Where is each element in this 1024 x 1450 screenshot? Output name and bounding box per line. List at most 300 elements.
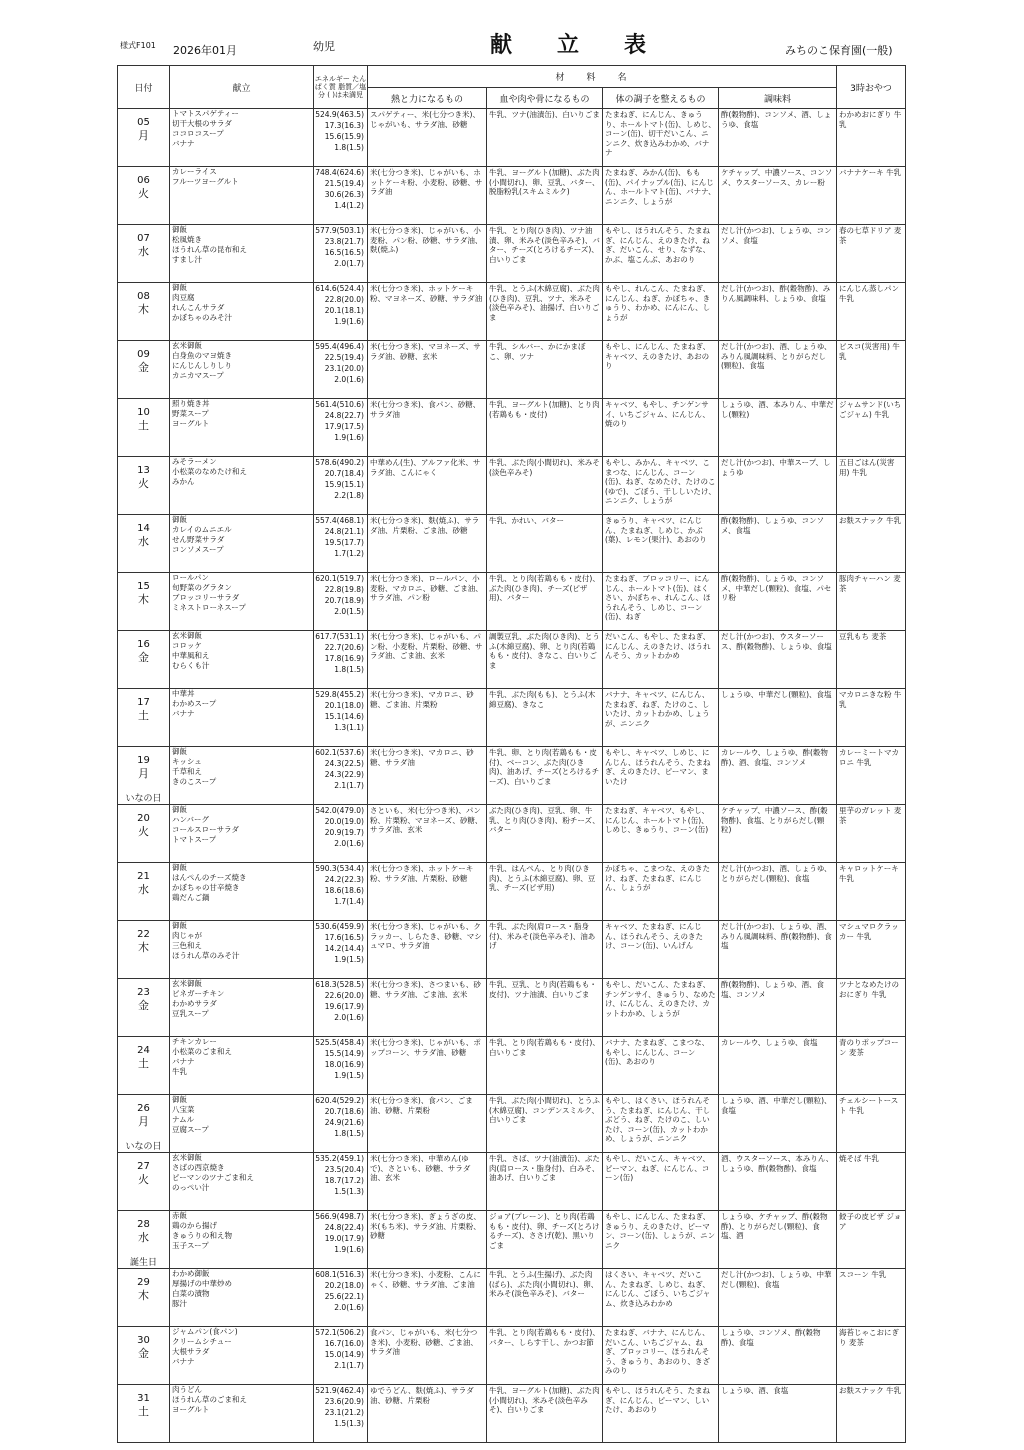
date-number: 27 xyxy=(137,1161,150,1172)
table-row xyxy=(118,341,906,399)
nutrition-value: 23.8(21.7) xyxy=(324,237,364,246)
seasonings: 酒、ウスターソース、本みりん、しょうゆ、酢(穀物酢)、食塩 xyxy=(719,1153,837,1211)
nutrition-value: 617.7(531.1) xyxy=(315,632,364,641)
nursery-name: みちのこ保育園(一般) xyxy=(785,44,893,57)
menu-item: 牛乳 xyxy=(172,1067,187,1076)
seasonings: だし汁(かつお)、酒、しょうゆ、みりん風調味料、とりがらだし(顆粒)、食塩 xyxy=(719,341,837,399)
snack: 焼そば 牛乳 xyxy=(837,1153,906,1211)
menu-cell xyxy=(170,225,314,283)
header-date: 日付 xyxy=(118,66,170,109)
menu-item: 御飯 xyxy=(172,863,187,872)
nutrition-cell xyxy=(314,1037,368,1095)
body-foods: 牛乳、豆乳、とり肉(若鶏もも・皮付)、ツナ油漬、白いりごま xyxy=(487,979,603,1037)
energy-foods: 米(七分つき米)、中華めん(ゆで)、さといも、砂糖、サラダ油、玄米 xyxy=(368,1153,487,1211)
nutrition-value: 572.1(506.2) xyxy=(315,1328,364,1337)
date-cell xyxy=(118,979,170,1037)
body-foods: 牛乳、ぶた肉(小間切れ)、米みそ(淡色辛みそ) xyxy=(487,457,603,515)
date-number: 08 xyxy=(137,291,150,302)
snack: お麩スナック 牛乳 xyxy=(837,515,906,573)
date-cell xyxy=(118,747,170,805)
weekday: 月 xyxy=(138,1115,149,1128)
date-number: 16 xyxy=(137,639,150,650)
nutrition-value: 16.7(16.0) xyxy=(324,1339,364,1348)
tone-foods: たまねぎ、キャベツ、もやし、にんじん、ホールトマト(缶)、しめじ、きゅうり、コーン(缶) xyxy=(603,805,719,863)
seasonings: しょうゆ、中華だし(顆粒)、食塩 xyxy=(719,689,837,747)
menu-cell xyxy=(170,747,314,805)
menu-item: 照り焼き丼 xyxy=(172,399,210,408)
seasonings: しょうゆ、酒、本みりん、中華だし(顆粒) xyxy=(719,399,837,457)
nutrition-cell xyxy=(314,1153,368,1211)
seasonings: だし汁(かつお)、酢(穀物酢)、みりん風調味料、しょうゆ、食塩 xyxy=(719,283,837,341)
nutrition-cell xyxy=(314,1385,368,1443)
header-energy: 熱と力になるもの xyxy=(368,88,487,109)
menu-item: コロッケ xyxy=(172,641,202,650)
seasonings: 酢(穀物酢)、しょうゆ、コンソメ、中華だし(顆粒)、食塩、パセリ粉 xyxy=(719,573,837,631)
energy-foods: 米(七分つき米)、マヨネーズ、サラダ油、砂糖、玄米 xyxy=(368,341,487,399)
weekday: 土 xyxy=(138,419,149,432)
date-cell xyxy=(118,1327,170,1385)
date-number: 06 xyxy=(137,175,150,186)
menu-item: 厚揚げの中華炒め xyxy=(172,1279,232,1288)
date-number: 29 xyxy=(137,1277,150,1288)
date-cell xyxy=(118,283,170,341)
menu-item: コンソメスープ xyxy=(172,545,224,554)
menu-item: 千草和え xyxy=(172,767,202,776)
energy-foods: 米(七分つき米)、ホットケーキ粉、サラダ油、片栗粉、砂糖 xyxy=(368,863,487,921)
tone-foods: もやし、ほうれんそう、たまねぎ、にんじん、ピーマン、しいたけ、あおのり xyxy=(603,1385,719,1443)
menu-item: ほうれん草のごま和え xyxy=(172,1395,247,1404)
energy-foods: 米(七分つき米)、じゃがいも、ポップコーン、サラダ油、砂糖 xyxy=(368,1037,487,1095)
tone-foods: バナナ、たまねぎ、こまつな、もやし、にんじん、コーン(缶)、あおのり xyxy=(603,1037,719,1095)
table-row xyxy=(118,921,906,979)
body-foods: 牛乳、とうふ(生揚げ)、ぶた肉(ばら)、ぶた肉(小間切れ)、卵、米みそ(淡色辛みそ)、バター xyxy=(487,1269,603,1327)
seasonings: ケチャップ、中濃ソース、酢(穀物酢)、食塩、とりがらだし(顆粒) xyxy=(719,805,837,863)
menu-item: かぼちゃの甘辛焼き xyxy=(172,883,240,892)
date-cell xyxy=(118,515,170,573)
menu-cell xyxy=(170,1327,314,1385)
nutrition-value: 2.0(1.6) xyxy=(334,375,364,384)
date-number: 31 xyxy=(137,1393,150,1404)
table-row xyxy=(118,979,906,1037)
date-number: 28 xyxy=(137,1219,150,1230)
table-row xyxy=(118,1269,906,1327)
nutrition-cell xyxy=(314,1269,368,1327)
weekday: 金 xyxy=(138,1347,149,1360)
menu-item: せん野菜サラダ xyxy=(172,535,225,544)
tone-foods: きゅうり、キャベツ、にんじん、たまねぎ、しめじ、かぶ(葉)、レモン(果汁)、あおのり xyxy=(603,515,719,573)
menu-item: 肉豆腐 xyxy=(172,293,195,302)
menu-item: カニカマスープ xyxy=(172,371,224,380)
date-cell xyxy=(118,225,170,283)
body-foods: 牛乳、さば、ツナ(油漬缶)、ぶた肉(肩ロース・脂身付)、白みそ、油あげ、白いりごま xyxy=(487,1153,603,1211)
menu-item: ヨーグルト xyxy=(172,419,210,428)
menu-item: 肉うどん xyxy=(172,1385,202,1394)
seasonings: カレールウ、しょうゆ、食塩 xyxy=(719,1037,837,1095)
date-cell xyxy=(118,1095,170,1153)
snack: わかめおにぎり 牛乳 xyxy=(837,109,906,167)
menu-body xyxy=(118,109,906,1443)
nutrition-cell xyxy=(314,515,368,573)
nutrition-value: 618.3(528.5) xyxy=(315,980,364,989)
nutrition-value: 19.0(17.9) xyxy=(324,1234,364,1243)
nutrition-value: 524.9(463.5) xyxy=(315,110,364,119)
menu-cell xyxy=(170,1037,314,1095)
body-foods: 牛乳、ぶた肉(肩ロース・脂身付)、米みそ(淡色辛みそ)、油あげ xyxy=(487,921,603,979)
tone-foods: もやし、にんじん、たまねぎ、キャベツ、えのきたけ、あおのり xyxy=(603,341,719,399)
nutrition-value: 1.9(1.5) xyxy=(334,955,364,964)
body-foods: 牛乳、ぶた肉(もも)、とうふ(木綿豆腐)、きなこ xyxy=(487,689,603,747)
weekday: 水 xyxy=(138,535,149,548)
energy-foods: 米(七分つき米)、ホットケーキ粉、マヨネーズ、砂糖、サラダ油 xyxy=(368,283,487,341)
menu-item: むらくも汁 xyxy=(172,661,210,670)
menu-item: ミネストローネスープ xyxy=(172,603,246,612)
weekday: 月 xyxy=(138,129,149,142)
tone-foods: かぼちゃ、こまつな、えのきたけ、ねぎ、たまねぎ、にんじん、しょうが xyxy=(603,863,719,921)
tone-foods: たまねぎ、にんじん、きゅうり、ホールトマト(缶)、しめじ、コーン(缶)、切干だいこん、ニンニク、炊き込みわかめ、バナナ xyxy=(603,109,719,167)
nutrition-value: 23.1(20.0) xyxy=(324,364,364,373)
nutrition-value: 2.0(1.6) xyxy=(334,1303,364,1312)
header-snack: 3時おやつ xyxy=(837,66,906,109)
weekday: 金 xyxy=(138,999,149,1012)
menu-cell xyxy=(170,109,314,167)
nutrition-value: 561.4(510.6) xyxy=(315,400,364,409)
seasonings: しょうゆ、ケチャップ、酢(穀物酢)、とりがらだし(顆粒)、食塩、酒 xyxy=(719,1211,837,1269)
menu-item: 豆腐スープ xyxy=(172,1125,209,1134)
menu-item: ヨーグルト xyxy=(172,1405,210,1414)
tone-foods: たまねぎ、ブロッコリー、にんじん、ホールトマト(缶)、はくさい、かぼちゃ、れんこん、ほうれんそう、しめじ、コーン(缶)、ねぎ xyxy=(603,573,719,631)
menu-cell xyxy=(170,689,314,747)
header-materials: 材料名 xyxy=(368,66,837,88)
date-cell xyxy=(118,457,170,515)
date-number: 24 xyxy=(137,1045,150,1056)
weekday: 金 xyxy=(138,361,149,374)
menu-item: 御飯 xyxy=(172,225,187,234)
seasonings: ケチャップ、中濃ソース、コンソメ、ウスターソース、カレー粉 xyxy=(719,167,837,225)
seasonings: だし汁(かつお)、ウスターソース、酢(穀物酢)、しょうゆ、食塩 xyxy=(719,631,837,689)
body-foods: 調製豆乳、ぶた肉(ひき肉)、とうふ(木綿豆腐)、卵、とり肉(若鶏もも・皮付)、きなこ、白いりごま xyxy=(487,631,603,689)
energy-foods: 米(七分つき米)、さつまいも、砂糖、サラダ油、ごま油、玄米 xyxy=(368,979,487,1037)
date-number: 10 xyxy=(137,407,150,418)
nutrition-value: 2.0(1.6) xyxy=(334,839,364,848)
nutrition-value: 578.6(490.2) xyxy=(315,458,364,467)
nutrition-value: 24.8(22.4) xyxy=(324,1223,364,1232)
date-number: 13 xyxy=(137,465,150,476)
event-label: いなの日 xyxy=(125,1142,162,1152)
nutrition-value: 2.1(1.7) xyxy=(334,781,364,790)
event-label: 誕生日 xyxy=(129,1258,157,1268)
energy-foods: 米(七分つき米)、じゃがいも、クラッカー、しらたき、砂糖、マシュマロ、サラダ油 xyxy=(368,921,487,979)
menu-item: にんじんしりしり xyxy=(172,361,232,370)
header-nutrition: エネルギー たんぱく質 脂質／塩分 ( )は未満児 xyxy=(314,66,368,109)
energy-foods: 米(七分つき米)、じゃがいも、ホットケーキ粉、小麦粉、砂糖、サラダ油 xyxy=(368,167,487,225)
nutrition-cell xyxy=(314,863,368,921)
date-number: 23 xyxy=(137,987,150,998)
nutrition-value: 1.9(1.6) xyxy=(334,433,364,442)
snack: 五目ごはん(災害用) 牛乳 xyxy=(837,457,906,515)
menu-item: すまし汁 xyxy=(172,255,202,264)
snack: にんじん蒸しパン 牛乳 xyxy=(837,283,906,341)
body-foods: 牛乳、とり肉(若鶏もも・皮付)、ぶた肉(ひき肉)、チーズ(ピザ用)、バター xyxy=(487,573,603,631)
menu-item: キッシュ xyxy=(172,757,202,766)
nutrition-value: 2.0(1.6) xyxy=(334,1013,364,1022)
snack: 青のりポップコーン 麦茶 xyxy=(837,1037,906,1095)
nutrition-value: 20.7(18.4) xyxy=(324,469,364,478)
menu-cell xyxy=(170,1095,314,1153)
menu-item: みかん xyxy=(172,477,195,486)
menu-item: フルーツヨーグルト xyxy=(172,177,239,186)
date-number: 21 xyxy=(137,871,150,882)
date-cell xyxy=(118,167,170,225)
nutrition-cell xyxy=(314,225,368,283)
menu-item: のっぺい汁 xyxy=(172,1183,210,1192)
menu-item: 御飯 xyxy=(172,1095,187,1104)
menu-item: 旬野菜のグラタン xyxy=(172,583,232,592)
weekday: 火 xyxy=(138,187,149,200)
snack: チェルシートースト 牛乳 xyxy=(837,1095,906,1153)
nutrition-value: 1.7(1.2) xyxy=(334,549,364,558)
nutrition-value: 22.6(20.0) xyxy=(324,991,364,1000)
table-row xyxy=(118,225,906,283)
menu-item: 中華風和え xyxy=(172,651,210,660)
menu-item: 切干大根のサラダ xyxy=(172,119,232,128)
energy-foods: 米(七分つき米)、じゃがいも、小麦粉、パン粉、砂糖、サラダ油、麩(焼ふ) xyxy=(368,225,487,283)
body-foods: 牛乳、ヨーグルト(加糖)、とり肉(若鶏もも・皮付) xyxy=(487,399,603,457)
table-row xyxy=(118,167,906,225)
body-foods: 牛乳、とうふ(木綿豆腐)、ぶた肉(ひき肉)、豆乳、ツナ、米みそ(淡色辛みそ)、油揚げ、白いりごま xyxy=(487,283,603,341)
nutrition-value: 20.7(18.9) xyxy=(324,596,364,605)
event-label: いなの日 xyxy=(125,794,162,804)
nutrition-value: 1.8(1.5) xyxy=(334,143,364,152)
nutrition-value: 14.2(14.4) xyxy=(324,944,364,953)
menu-item: ロールパン xyxy=(172,573,209,582)
menu-item: ビネガーチキン xyxy=(172,989,225,998)
nutrition-value: 22.8(20.0) xyxy=(324,295,364,304)
menu-item: 大根サラダ xyxy=(172,1347,210,1356)
menu-item: さばの西京焼き xyxy=(172,1163,225,1172)
nutrition-value: 22.8(19.8) xyxy=(324,585,364,594)
body-foods: 牛乳、はんぺん、とり肉(ひき肉)、とうふ(木綿豆腐)、卵、豆乳、チーズ(ピザ用) xyxy=(487,863,603,921)
nutrition-value: 22.7(20.6) xyxy=(324,643,364,652)
nutrition-value: 535.2(459.1) xyxy=(315,1154,364,1163)
menu-item: 肉じゃが xyxy=(172,931,202,940)
nutrition-value: 17.9(17.5) xyxy=(324,422,364,431)
weekday: 水 xyxy=(138,1231,149,1244)
menu-item: ほうれん草の昆布和え xyxy=(172,245,247,254)
weekday: 金 xyxy=(138,651,149,664)
tone-foods: たまねぎ、バナナ、にんじん、だいこん、いちごジャム、ねぎ、ブロッコリー、ほうれんそう、きゅうり、あおのり、きざみのり xyxy=(603,1327,719,1385)
nutrition-cell xyxy=(314,921,368,979)
menu-item: 白身魚のマヨ焼き xyxy=(172,351,232,360)
date-cell xyxy=(118,631,170,689)
date-cell xyxy=(118,805,170,863)
nutrition-value: 22.5(19.4) xyxy=(324,353,364,362)
table-row xyxy=(118,689,906,747)
energy-foods: 米(七分つき米)、マカロニ、砂糖、ごま油、片栗粉 xyxy=(368,689,487,747)
seasonings: だし汁(かつお)、しょうゆ、酒、みりん風調味料、酢(穀物酢)、食塩 xyxy=(719,921,837,979)
nutrition-value: 20.1(18.1) xyxy=(324,306,364,315)
menu-item: 玄米御飯 xyxy=(172,631,202,640)
menu-item: ナムル xyxy=(172,1115,195,1124)
nutrition-value: 30.6(26.3) xyxy=(324,190,364,199)
menu-item: みそラーメン xyxy=(172,457,217,466)
menu-item: バナナ xyxy=(172,709,195,718)
date-cell xyxy=(118,573,170,631)
body-foods: 牛乳、ぶた肉(小間切れ)、とうふ(木綿豆腐)、コンデンスミルク、白いりごま xyxy=(487,1095,603,1153)
nutrition-value: 620.1(519.7) xyxy=(315,574,364,583)
menu-item: れんこんサラダ xyxy=(172,303,225,312)
table-row xyxy=(118,805,906,863)
tone-foods: もやし、だいこん、キャベツ、ピーマン、ねぎ、にんじん、コーン(缶) xyxy=(603,1153,719,1211)
energy-foods: 米(七分つき米)、マカロニ、砂糖、サラダ油 xyxy=(368,747,487,805)
nutrition-value: 1.3(1.1) xyxy=(334,723,364,732)
nutrition-cell xyxy=(314,109,368,167)
nutrition-cell xyxy=(314,283,368,341)
menu-item: 御飯 xyxy=(172,747,187,756)
nutrition-value: 16.5(16.5) xyxy=(324,248,364,257)
date-number: 30 xyxy=(137,1335,150,1346)
nutrition-cell xyxy=(314,573,368,631)
nutrition-value: 2.1(1.7) xyxy=(334,1361,364,1370)
menu-item: カレイのムニエル xyxy=(172,525,232,534)
seasonings: カレールウ、しょうゆ、酢(穀物酢)、酒、食塩、コンソメ xyxy=(719,747,837,805)
date-cell xyxy=(118,109,170,167)
tone-foods: もやし、みかん、キャベツ、こまつな、にんじん、コーン(缶)、ねぎ、なめたけ、たけのこ(ゆで)、ごぼう、干ししいたけ、ニンニク、しょうが xyxy=(603,457,719,515)
table-row xyxy=(118,747,906,805)
menu-item: 野菜スープ xyxy=(172,409,209,418)
date-number: 09 xyxy=(137,349,150,360)
weekday: 木 xyxy=(138,941,149,954)
date-number: 22 xyxy=(137,929,150,940)
menu-item: 豚汁 xyxy=(172,1299,187,1308)
menu-item: わかめサラダ xyxy=(172,999,217,1008)
weekday: 火 xyxy=(138,1173,149,1186)
energy-foods: ゆでうどん、麩(焼ふ)、サラダ油、砂糖、片栗粉 xyxy=(368,1385,487,1443)
nutrition-value: 521.9(462.4) xyxy=(315,1386,364,1395)
weekday: 火 xyxy=(138,825,149,838)
seasonings: だし汁(かつお)、しょうゆ、コンソメ、食塩 xyxy=(719,225,837,283)
energy-foods: 米(七分つき米)、じゃがいも、パン粉、小麦粉、片栗粉、砂糖、サラダ油、ごま油、玄米 xyxy=(368,631,487,689)
nutrition-value: 20.2(18.0) xyxy=(324,1281,364,1290)
seasonings: しょうゆ、酒、中華だし(顆粒)、食塩 xyxy=(719,1095,837,1153)
energy-foods: 中華めん(生)、アルファ化米、サラダ油、こんにゃく xyxy=(368,457,487,515)
menu-item: 玄米御飯 xyxy=(172,1153,202,1162)
body-foods: 牛乳、とり肉(ひき肉)、ツナ油漬、卵、米みそ(淡色辛みそ)、バター、チーズ(とろけるチーズ)、白いりごま xyxy=(487,225,603,283)
nutrition-value: 566.9(498.7) xyxy=(315,1212,364,1221)
table-row xyxy=(118,283,906,341)
nutrition-cell xyxy=(314,805,368,863)
table-row xyxy=(118,1385,906,1443)
menu-item: バナナ xyxy=(172,1057,195,1066)
menu-cell xyxy=(170,979,314,1037)
menu-item: 豆乳スープ xyxy=(172,1009,209,1018)
menu-item: 小松菜のごま和え xyxy=(172,1047,232,1056)
menu-item: 小松菜のなめたけ和え xyxy=(172,467,247,476)
menu-item: クリームシチュー xyxy=(172,1337,232,1346)
tone-foods: もやし、キャベツ、しめじ、にんじん、ほうれんそう、たまねぎ、えのきたけ、ピーマン、まいたけ xyxy=(603,747,719,805)
date-cell xyxy=(118,341,170,399)
nutrition-value: 530.6(459.9) xyxy=(315,922,364,931)
nutrition-value: 577.9(503.1) xyxy=(315,226,364,235)
snack: マシュマロクラッカー 牛乳 xyxy=(837,921,906,979)
snack: 豚肉チャーハン 麦茶 xyxy=(837,573,906,631)
menu-item: わかめスープ xyxy=(172,699,217,708)
menu-cell xyxy=(170,283,314,341)
body-foods: 牛乳、とり肉(若鶏もも・皮付)、バター、しらす干し、かつお節 xyxy=(487,1327,603,1385)
nutrition-value: 557.4(468.1) xyxy=(315,516,364,525)
nutrition-value: 15.6(15.9) xyxy=(324,132,364,141)
nutrition-value: 1.5(1.3) xyxy=(334,1419,364,1428)
menu-item: カレーライス xyxy=(172,167,217,176)
nutrition-value: 20.0(19.0) xyxy=(324,817,364,826)
header-body: 血や肉や骨になるもの xyxy=(487,88,603,109)
date-cell xyxy=(118,689,170,747)
menu-item: バナナ xyxy=(172,139,195,148)
menu-cell xyxy=(170,1211,314,1269)
nutrition-value: 19.5(17.7) xyxy=(324,538,364,547)
energy-foods: 米(七分つき米)、ぎょうざの皮、米(もち米)、サラダ油、片栗粉、砂糖 xyxy=(368,1211,487,1269)
nutrition-cell xyxy=(314,341,368,399)
menu-item: 三色和え xyxy=(172,941,202,950)
menu-item: コールスローサラダ xyxy=(172,825,240,834)
menu-item: ブロッコリーサラダ xyxy=(172,593,240,602)
snack: スコーン 牛乳 xyxy=(837,1269,906,1327)
menu-item: 白菜の漬物 xyxy=(172,1289,210,1298)
menu-item: 玄米御飯 xyxy=(172,979,202,988)
nutrition-value: 1.7(1.4) xyxy=(334,897,364,906)
weekday: 木 xyxy=(138,303,149,316)
weekday: 水 xyxy=(138,883,149,896)
table-row xyxy=(118,515,906,573)
nutrition-value: 1.8(1.5) xyxy=(334,1129,364,1138)
weekday: 土 xyxy=(138,1405,149,1418)
menu-item: バナナ xyxy=(172,1357,195,1366)
weekday: 水 xyxy=(138,245,149,258)
tone-foods: もやし、はくさい、ほうれんそう、たまねぎ、にんじん、干しぶどう、ねぎ、たけのこ、しいたけ、コーン(缶)、カットわかめ、しょうが、ニンニク xyxy=(603,1095,719,1153)
menu-cell xyxy=(170,921,314,979)
nutrition-value: 525.5(458.4) xyxy=(315,1038,364,1047)
nutrition-cell xyxy=(314,399,368,457)
nutrition-value: 1.5(1.3) xyxy=(334,1187,364,1196)
menu-item: 御飯 xyxy=(172,283,187,292)
table-row xyxy=(118,1153,906,1211)
snack: 里芋のガレット 麦茶 xyxy=(837,805,906,863)
nutrition-value: 23.1(21.2) xyxy=(324,1408,364,1417)
menu-item: 御飯 xyxy=(172,921,187,930)
nutrition-value: 21.5(19.4) xyxy=(324,179,364,188)
nutrition-cell xyxy=(314,631,368,689)
nutrition-value: 17.3(16.3) xyxy=(324,121,364,130)
snack: 餃子の皮ピザ ジョア xyxy=(837,1211,906,1269)
tone-foods: だいこん、もやし、たまねぎ、にんじん、えのきたけ、ほうれんそう、カットわかめ xyxy=(603,631,719,689)
nutrition-value: 20.1(18.0) xyxy=(324,701,364,710)
energy-foods: 米(七分つき米)、ロールパン、小麦粉、マカロニ、砂糖、ごま油、サラダ油、パン粉 xyxy=(368,573,487,631)
weekday: 火 xyxy=(138,477,149,490)
snack: ジャムサンド(いちごジャム) 牛乳 xyxy=(837,399,906,457)
nutrition-value: 18.7(17.2) xyxy=(324,1176,364,1185)
nutrition-cell xyxy=(314,457,368,515)
energy-foods: 米(七分つき米)、麩(焼ふ)、サラダ油、片栗粉、ごま油、砂糖 xyxy=(368,515,487,573)
tone-foods: もやし、ほうれんそう、たまねぎ、にんじん、えのきたけ、ねぎ、だいこん、せり、なずな、かぶ、塩こんぶ、あおのり xyxy=(603,225,719,283)
menu-item: ピーマンのツナごま和え xyxy=(172,1173,255,1182)
menu-item: 御飯 xyxy=(172,515,187,524)
menu-cell xyxy=(170,341,314,399)
table-row xyxy=(118,631,906,689)
energy-foods: 食パン、じゃがいも、米(七分つき米)、小麦粉、砂糖、ごま油、サラダ油 xyxy=(368,1327,487,1385)
body-foods: 牛乳、ヨーグルト(加糖)、ぶた肉(小間切れ)、米みそ(淡色辛みそ)、白いりごま xyxy=(487,1385,603,1443)
date-cell xyxy=(118,399,170,457)
menu-cell xyxy=(170,631,314,689)
seasonings: 酢(穀物酢)、しょうゆ、コンソメ、食塩 xyxy=(719,515,837,573)
